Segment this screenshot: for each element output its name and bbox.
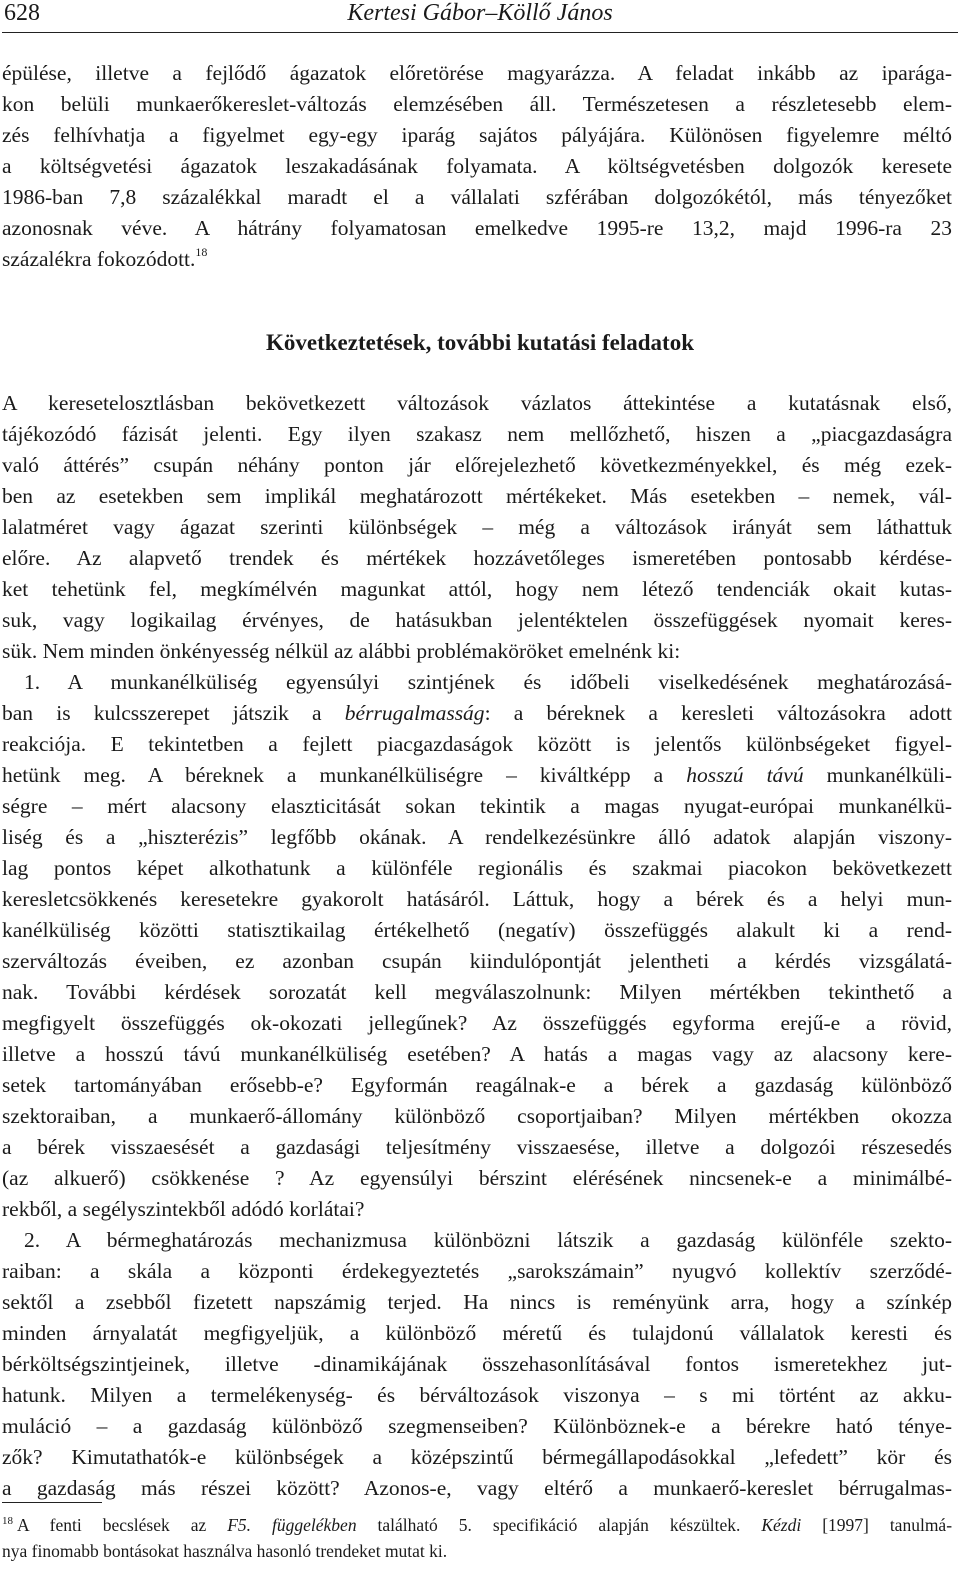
text-line: sektől a zsebből fizetett napszámig terjed. Ha nincs is reményünk arra, hogy a színkép (2, 1290, 952, 1314)
text-line: bérköltségszintjeinek, illetve -dinamikájának összehasonlításával fontos ismeretekhez jut- (2, 1352, 952, 1376)
text-fragment: A fenti becslések az (17, 1515, 228, 1535)
text-fragment: [1997] tanulmá- (801, 1515, 952, 1535)
text-line: keresletcsökkenés keresetekre gyakorolt hatásáról. Láttuk, hogy a bérek és a helyi mun- (2, 887, 952, 911)
text-fragment: százalékra fokozódott. (2, 247, 196, 271)
footnote-divider (2, 1502, 102, 1503)
text-line: ségre – mért alacsony elaszticitását sokan tekintik a magas nyugat-európai munkanélkü- (2, 794, 952, 818)
text-line: nak. További kérdések sorozatát kell megválaszolnunk: Milyen mértékben tekinthető a (2, 980, 952, 1004)
text-line: a költségvetési ágazatok leszakadásának folyamata. A költségvetésben dolgozók keresete (2, 154, 952, 178)
conclusions-section (2, 388, 952, 1504)
text-fragment: : a béreknek a keresleti változásokra adott (484, 701, 952, 725)
intro-paragraph (2, 58, 952, 275)
emphasis-term: F5. függelékben (227, 1515, 357, 1535)
text-line: liség és a „hiszterézis” legfőbb okának. A rendelkezésünkre álló adatok alapján viszony- (2, 825, 952, 849)
text-line: szerváltozás éveiben, ez azonban csupán kiindulópontját jelentheti a kérdés vizsgálatá- (2, 949, 952, 973)
section-heading: Következtetések, további kutatási feladatok (265, 330, 695, 355)
text-line: lag pontos képet alkothatunk a különféle regionális és szakmai piacokon bekövetkezett (2, 856, 952, 880)
text-line: 1986-ban 7,8 százalékkal maradt el a vállalati szférában dolgozókétól, más tényezőket (2, 185, 952, 209)
text-line: raiban: a skála a központi érdekegyeztetés „sarokszámain” nyugvó kollektív szerződé- (2, 1259, 952, 1283)
text-line: reakciója. E tekintetben a fejlett piacgazdaságok között is jelentős különbségeket figyel- (2, 732, 952, 756)
running-header (2, 0, 958, 33)
emphasis-term: bérrugalmasság (344, 701, 485, 725)
text-line: rekből, a segélyszintekből adódó korlátai? (2, 1197, 365, 1221)
text-fragment: munkanélküli- (803, 763, 952, 787)
footnote-marker: 18 (2, 1515, 13, 1527)
text-line (2, 760, 952, 791)
text-line: sük. Nem minden önkényesség nélkül az alábbi problémaköröket emelnénk ki: (2, 639, 681, 663)
text-fragment: ban is kulcsszerepet játszik a (2, 701, 345, 725)
text-line: setek tartományában erősebb-e? Egyformán reagálnak-e a bérek a gazdaság különböző (2, 1073, 952, 1097)
page-number: 628 (4, 0, 40, 26)
text-line: lalatméret vagy ágazat szerinti különbségek – még a változások irányát sem láthattuk (2, 515, 952, 539)
running-title: Kertesi Gábor–Köllő János (347, 0, 613, 26)
text-line: a gazdaság más részei között? Azonos-e, vagy eltérő a munkaerő-kereslet bérrugalmas- (2, 1476, 952, 1500)
footnote-reference: 18 (195, 245, 208, 259)
list-item-2-line: 2. A bérmeghatározás mechanizmusa különbözni látszik a gazdaság különféle szekto- (24, 1228, 952, 1252)
list-item-1-line: 1. A munkanélküliség egyensúlyi szintjének és időbeli viselkedésének meghatározásá- (24, 670, 952, 694)
text-line: suk, vagy logikailag érvényes, de hatásukban jelentéktelen összefüggések nyomait keres- (2, 608, 952, 632)
text-line: ben az esetekben sem implikál meghatározott mértékeket. Más esetekben – nemek, vál- (2, 484, 952, 508)
text-line: hatunk. Milyen a termelékenység- és bérváltozások viszonya – s mi történt az akku- (2, 1383, 952, 1407)
text-line: minden árnyalatát megfigyeljük, a különböző méretű és tulajdonú vállalatok keresti és (2, 1321, 952, 1345)
footnote-line: nya finomabb bontásokat használva hasonló trendeket mutat ki. (2, 1541, 448, 1561)
text-line: zés felhívhatja a figyelmet egy-egy iparág sajátos pályájára. Különösen figyelemre méltó (2, 123, 952, 147)
text-line: való áttérés” csupán néhány ponton jár előrejelezhető következményekkel, és még ezek- (2, 453, 952, 477)
text-line: kanélküliség közötti statisztikailag értékelhető (negatív) összefüggés alakult ki a rend- (2, 918, 952, 942)
text-line: muláció – a gazdaság különböző szegmenseiben? Különböznek-e a bérekre ható ténye- (2, 1414, 952, 1438)
text-line: tájékozódó fázisát jelenti. Egy ilyen szakasz nem mellőzhető, hiszen a „piacgazdaságra (2, 422, 952, 446)
text-line: zők? Kimutathatók-e különbségek a középszintű bérmegállapodásokkal „lefedett” kör és (2, 1445, 952, 1469)
text-line: épülése, illetve a fejlődő ágazatok előretörése magyarázza. A feladat inkább az iparága- (2, 61, 952, 85)
text-line (2, 698, 952, 729)
emphasis-term: hosszú távú (686, 763, 804, 787)
text-line: azonosnak véve. A hátrány folyamatosan emelkedve 1995-re 13,2, majd 1996-ra 23 (2, 216, 952, 240)
text-line: illetve a hosszú távú munkanélküliség esetében? A hatás a magas vagy az alacsony kere- (2, 1042, 952, 1066)
author-name: Kézdi (761, 1515, 802, 1535)
text-line: kon belüli munkaerőkereslet-változás elemzésében áll. Természetesen a részletesebb elem- (2, 92, 952, 116)
text-line: előre. Az alapvető trendek és mértékek hozzávetőleges ismeretében pontosabb kérdése- (2, 546, 952, 570)
footnote (2, 1512, 952, 1564)
text-fragment: található 5. specifikáció alapján készültek. (356, 1515, 762, 1535)
text-line (2, 244, 952, 275)
text-line: ket tehetünk fel, megkímélvén magunkat attól, hogy nem létező tendenciák okait kutas- (2, 577, 952, 601)
text-fragment: hetünk meg. A béreknek a munkanélküliségre – kiváltképp a (2, 763, 687, 787)
text-line: megfigyelt összefüggés ok-okozati jellegűnek? Az összefüggés egyforma erejű-e a rövid, (2, 1011, 952, 1035)
text-line: a bérek visszaesését a gazdasági teljesítmény visszaesése, illetve a dolgozói részesedés (2, 1135, 952, 1159)
text-line: (az alkuerő) csökkenése ? Az egyensúlyi bérszint elérésének nincsenek-e a minimálbé- (2, 1166, 952, 1190)
text-line: A keresetelosztlásban bekövetkezett változások vázlatos áttekintése a kutatásnak első, (2, 391, 952, 415)
text-line: szektoraiban, a munkaerő-állomány különböző csoportjaiban? Milyen mértékben okozza (2, 1104, 952, 1128)
footnote-line (2, 1512, 952, 1538)
